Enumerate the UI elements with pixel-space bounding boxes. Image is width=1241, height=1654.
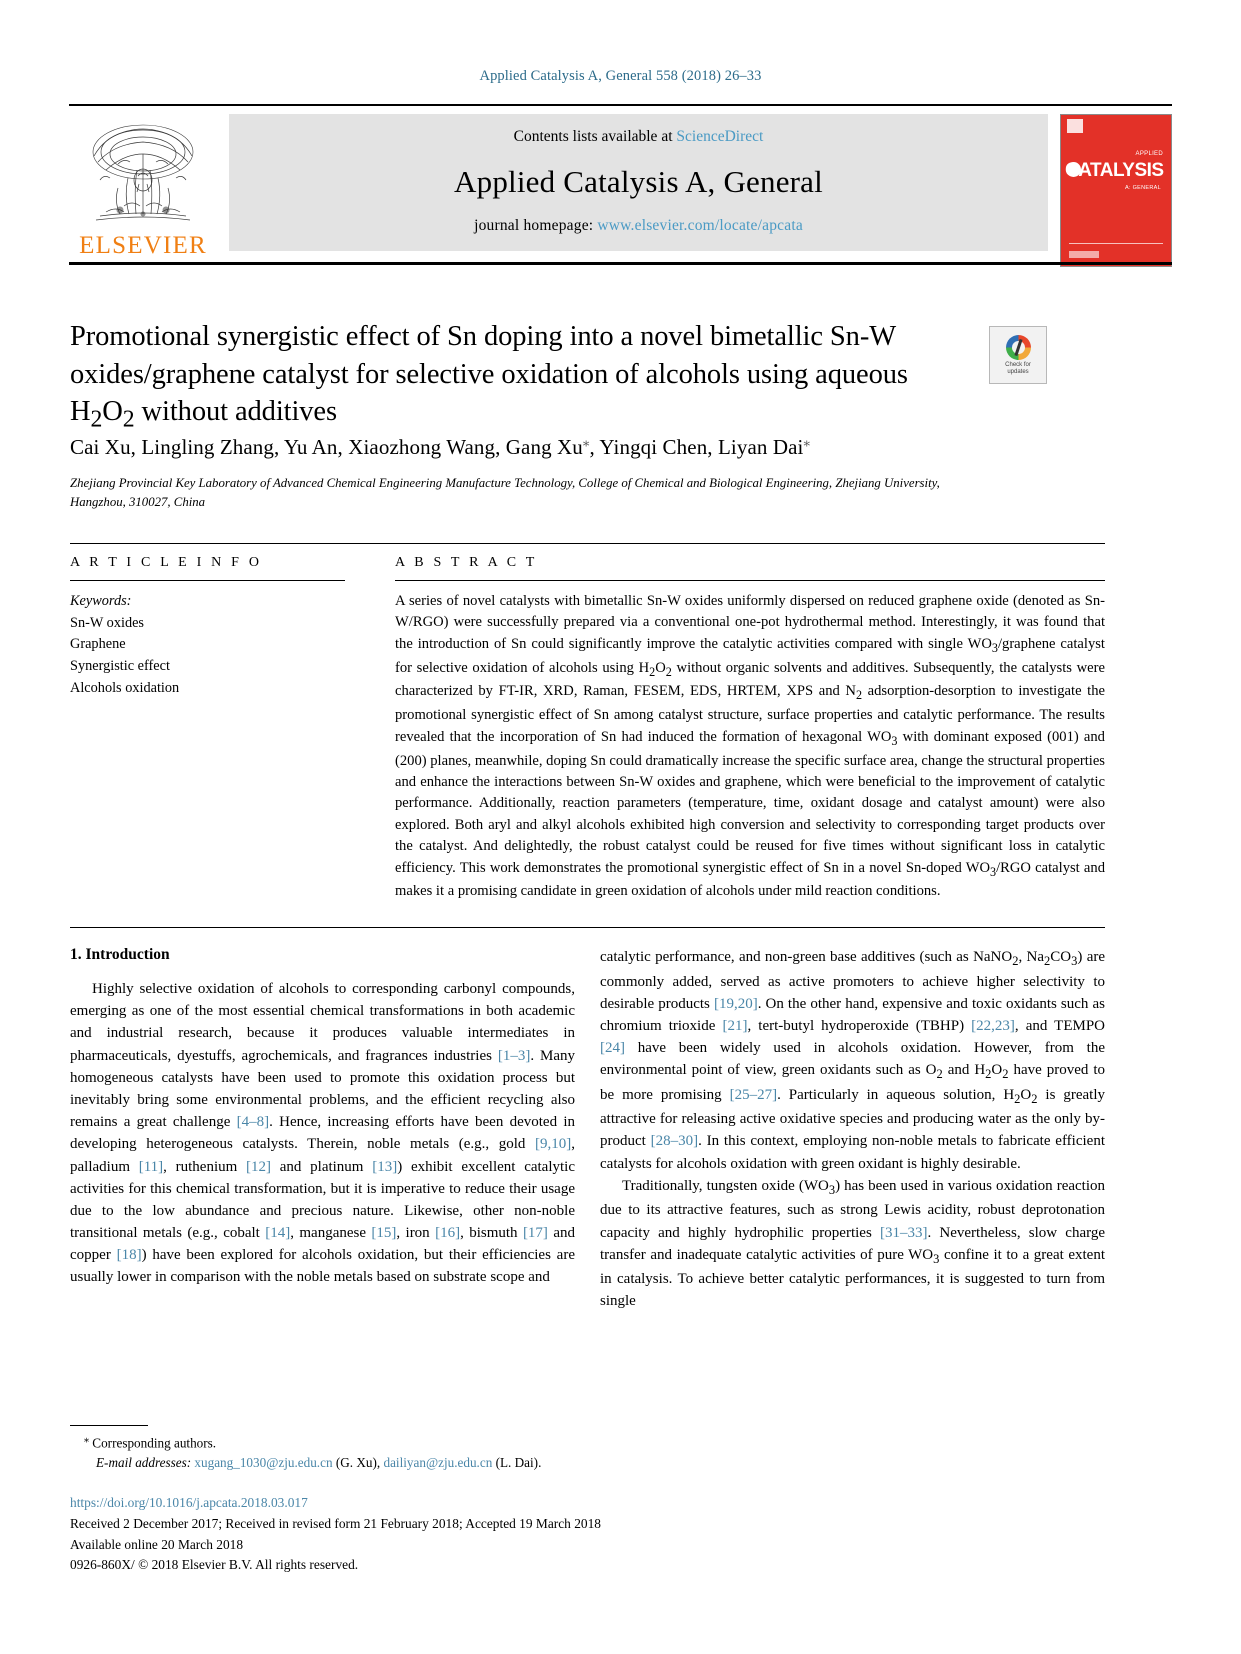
- author-list: [70, 434, 1030, 460]
- cover-masthead-block: [1067, 119, 1083, 133]
- keyword-item: Synergistic effect: [70, 658, 170, 675]
- citation-ref[interactable]: [12]: [246, 1158, 272, 1175]
- cover-superline: APPLIED: [1135, 151, 1163, 157]
- citation-ref[interactable]: [25–27]: [729, 1086, 778, 1103]
- abstract-text: A series of novel catalysts with bimetallic Sn-W oxides uniformly dispersed on reduced graphene oxide (denoted as Sn-W/RGO) were successfully prepared via a conventional one-pot hydrothermal method. Interestingly, it was found that the introduction of Sn could significantly improve the catalytic activities compared with single $WO_3$/graphene catalyst for selective oxidation of alcohols using $H_2O_2$ without organic solvents and additives. Subsequently, the catalysts were characterized by FT-IR, XRD, Raman, FESEM, EDS, HRTEM, XPS and $N_2$ adsorption-desorption to investigate the promotional synergistic effect of Sn among catalyst structure, surface properties and catalytic performance. The results revealed that the incorporation of Sn had induced the formation of hexagonal $WO_3$ with dominant exposed (001) and (200) planes, meanwhile, doping Sn could dramatically increase the specific surface area, change the structural properties and enhance the interactions between Sn-W oxides and graphene, which were beneficial to the improvement of catalytic performance. Additionally, reaction parameters (temperature, time, oxidant dosage and catalyst amount) were also explored. Both aryl and alkyl alcohols exhibited high conversion and selectivity to corresponding target products over the catalyst. And delightedly, the robust catalyst could be reused for five times without significant loss in catalytic efficiency. This work demonstrates the promotional synergistic effect of Sn in a novel Sn-doped $WO_3$/RGO catalyst and makes it a promising candidate in green oxidation of alcohols under mild reaction conditions.: [395, 593, 1106, 900]
- article-info-column: [70, 555, 345, 700]
- cover-title: CATALYSIS: [1065, 160, 1164, 181]
- authors-part-1: Cai Xu, Lingling Zhang, Yu An, Xiaozhong Wang, Gang Xu: [70, 435, 583, 459]
- article-info-heading: A R T I C L E I N F O: [70, 555, 263, 570]
- title-line-3: [70, 396, 337, 433]
- email-link-2[interactable]: dailiyan@zju.edu.cn: [383, 1455, 493, 1471]
- body-column-left: [70, 946, 575, 1289]
- keywords-label: Keywords:: [70, 593, 132, 609]
- section-title-introduction: [70, 946, 575, 964]
- footnote-star: ⁎: [84, 1434, 89, 1445]
- journal-homepage-link[interactable]: www.elsevier.com/locate/apcata: [597, 217, 803, 234]
- copyright-line: 0926-860X/ © 2018 Elsevier B.V. All rights reserved.: [70, 1557, 359, 1573]
- citation-ref[interactable]: [11]: [138, 1158, 164, 1175]
- email-owner-2: (L. Dai).: [495, 1455, 542, 1471]
- cover-subline: A: GENERAL: [1124, 185, 1161, 191]
- contents-prefix: Contents lists available at: [513, 128, 677, 145]
- authors-part-2: , Yingqi Chen, Liyan Dai: [589, 435, 804, 459]
- journal-masthead: [69, 104, 1172, 267]
- citation-ref[interactable]: [15]: [371, 1225, 397, 1242]
- email-owner-1: (G. Xu),: [335, 1455, 381, 1471]
- title-line-1: Promotional synergistic effect of Sn doping into a novel bimetallic Sn-W: [70, 321, 897, 352]
- crossmark-label-line1: Check for: [1005, 361, 1031, 368]
- cover-footer-block: [1069, 251, 1099, 258]
- received-dates: Received 2 December 2017; Received in revised form 21 February 2018; Accepted 19 March 2018: [70, 1515, 601, 1531]
- homepage-prefix: journal homepage:: [474, 217, 598, 234]
- journal-band: [229, 114, 1048, 251]
- abstract-heading: A B S T R A C T: [395, 555, 538, 570]
- citation-ref[interactable]: [16]: [435, 1225, 461, 1242]
- abstract-column: [395, 555, 1105, 903]
- citation-ref[interactable]: [21]: [722, 1017, 748, 1034]
- citation-ref[interactable]: [13]: [372, 1158, 398, 1175]
- footnote-block: [70, 1432, 590, 1473]
- email-link-1[interactable]: xugang_1030@zju.edu.cn: [194, 1455, 333, 1471]
- title-line-2: oxides/graphene catalyst for selective oxidation of alcohols using aqueous: [70, 358, 908, 390]
- intro-paragraph-right-1: catalytic performance, and non-green base additives (such as NaNO$_2$, $Na_2CO_3$) are commonly added, served as active promoters to achieve higher selectivity to desirable products [19,20]. On the other hand, expensive and toxic oxidants such as chromium trioxide [21], tert-butyl hydroperoxide (TBHP) [22,23], and TEMPO [24] have been widely used in alcohols oxidation. However, from the environmental point of view, green oxidants such as $O_2$ and $H_2O_2$ have proved to be more promising [25–27]. Particularly in aqueous solution, $H_2O_2$ is greatly attractive for releasing active oxidative species and producing water as the only by-product [28–30]. In this context, employing non-noble metals to fabricate efficient catalysts for alcohols oxidation with green oxidant is highly desirable.: [600, 949, 1106, 1172]
- cover-divider: [1069, 243, 1163, 244]
- crossmark-icon: [1006, 335, 1031, 360]
- citation-ref[interactable]: [31–33]: [879, 1224, 928, 1241]
- intro-paragraph-right-2: Traditionally, tungsten oxide $(WO_3)$ has been used in various oxidation reaction due to its attractive features, such as strong Lewis acidity, robust deprotonation capacity and highly hydrophilic properties [31–33]. Nevertheless, slow charge transfer and inadequate catalytic activities of pure $WO_3$ confine it to a great extent in catalysis. To achieve better catalytic performances, it is suggested to turn from single: [600, 1177, 1106, 1310]
- citation-ref[interactable]: [14]: [265, 1225, 291, 1242]
- sciencedirect-link[interactable]: ScienceDirect: [676, 128, 764, 145]
- title-block: [70, 318, 970, 436]
- footnote-rule: [70, 1425, 148, 1426]
- citation-ref[interactable]: [4–8]: [236, 1114, 270, 1131]
- journal-title: Applied Catalysis A, General: [454, 163, 823, 199]
- info-top-rule: [70, 543, 1105, 544]
- title-sub-1: 2: [90, 406, 103, 433]
- citation-ref[interactable]: [17]: [522, 1225, 548, 1242]
- citation-ref[interactable]: [19,20]: [713, 995, 758, 1012]
- abstract-rule: [395, 580, 1105, 581]
- section-label: Introduction: [85, 946, 170, 963]
- citation-ref[interactable]: [28–30]: [650, 1133, 699, 1150]
- running-head: Applied Catalysis A, General 558 (2018) 26–33: [479, 68, 762, 84]
- crossmark-label: [1005, 362, 1031, 376]
- author-star-2: ⁎: [803, 434, 811, 449]
- journal-cover-thumbnail: [1060, 114, 1172, 267]
- homepage-line: [474, 217, 803, 235]
- elsevier-logo: [69, 114, 217, 267]
- masthead-bottom-rule: [69, 262, 1172, 265]
- title-sub-2: 2: [122, 406, 135, 433]
- doi-line: [70, 1493, 770, 1514]
- citation-ref[interactable]: [18]: [116, 1247, 142, 1264]
- doi-link[interactable]: https://doi.org/10.1016/j.apcata.2018.03.017: [70, 1495, 308, 1510]
- body-top-rule: [70, 927, 1105, 928]
- crossmark-label-line2: updates: [1007, 368, 1029, 375]
- elsevier-wordmark: ELSEVIER: [79, 232, 207, 259]
- intro-paragraph-left: Highly selective oxidation of alcohols to corresponding carbonyl compounds, emerging as one of the most essential chemical transformations in both academic and industrial research, because it produces valuable intermediates in pharmaceuticals, dyestuffs, agrochemicals, and fragrances industries [1–3]. Many homogeneous catalysts have been used to promote this oxidation process but inevitably bring some environmental problems, and the efficient recycling also remains a great challenge [4–8]. Hence, increasing efforts have been devoted in developing heterogeneous catalysts. Therein, noble metals (e.g., gold [9,10], palladium [11], ruthenium [12] and platinum [13]) exhibit excellent catalytic activities for this chemical transformation, but it is imperative to reduce their usage due to the low abundance and precious nature. Likewise, other non-noble transitional metals (e.g., cobalt [14], manganese [15], iron [16], bismuth [17] and copper [18]) have been explored for alcohols oxidation, but their efficiencies are usually lower in comparison with the noble metals based on substrate scope and: [70, 981, 575, 1286]
- keyword-item: Alcohols oxidation: [70, 679, 180, 696]
- corresponding-authors-note: [70, 1432, 590, 1453]
- citation-ref[interactable]: [1–3]: [497, 1047, 531, 1064]
- section-number: 1.: [70, 946, 82, 963]
- author-star-1: ⁎: [582, 434, 590, 449]
- available-online: Available online 20 March 2018: [70, 1536, 244, 1552]
- citation-ref[interactable]: [22,23]: [971, 1017, 1015, 1034]
- keyword-item: Sn-W oxides: [70, 614, 144, 631]
- citation-ref[interactable]: [9,10]: [535, 1136, 572, 1153]
- email-label: E-mail addresses:: [96, 1455, 192, 1471]
- page-title: [70, 318, 970, 436]
- affiliation: Zhejiang Provincial Key Laboratory of Advanced Chemical Engineering Manufacture Technology, College of Chemical and Biological Engineering, Zhejiang University, Hangzhou, 310027, China: [70, 476, 940, 509]
- elsevier-tree-icon: [84, 118, 202, 230]
- email-line: [70, 1453, 590, 1473]
- crossmark-badge[interactable]: [989, 326, 1047, 384]
- corresponding-authors-label: Corresponding authors.: [92, 1435, 217, 1451]
- keyword-item: Graphene: [70, 636, 126, 653]
- body-column-right: [600, 946, 1105, 1313]
- citation-ref[interactable]: [24]: [600, 1040, 625, 1057]
- title-o: O: [102, 396, 123, 428]
- title-tail: without additives: [134, 396, 337, 428]
- contents-line: [514, 128, 764, 146]
- publication-info-block: [70, 1493, 770, 1576]
- title-h: H: [70, 396, 91, 428]
- article-info-rule: [70, 580, 345, 581]
